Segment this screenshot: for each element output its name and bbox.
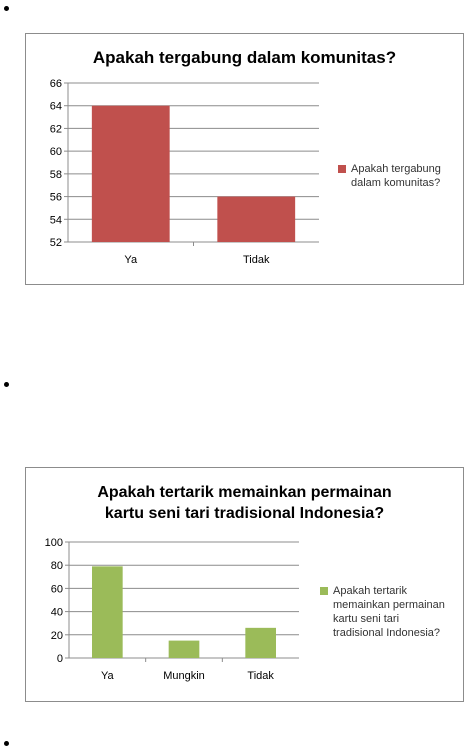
legend-label: Apakah tergabung dalam komunitas? [351, 163, 441, 189]
bullet-2 [4, 382, 9, 387]
y-tick-label: 62 [49, 123, 62, 136]
chart-title: Apakah tergabung dalam komunitas? [92, 48, 397, 67]
chart-title: Apakah tertarik memainkan permainan kartu seni tari tradisional Indonesia? [97, 484, 392, 522]
chart-komunitas [25, 33, 464, 285]
legend [338, 162, 441, 190]
bar-chart-komunitas [26, 34, 463, 284]
legend-swatch [338, 165, 346, 173]
bar-mungkin [169, 641, 200, 658]
y-tick-label: 58 [49, 168, 62, 181]
y-tick-label: 100 [44, 537, 63, 549]
bullet-1 [4, 6, 9, 11]
x-tick-label: Mungkin [163, 670, 205, 682]
y-tick-label: 40 [50, 606, 63, 619]
bar-tidak [245, 628, 276, 658]
bar-tidak [217, 197, 295, 242]
x-tick-label: Ya [124, 254, 138, 266]
legend [320, 584, 445, 640]
legend-label: Apakah tertarik memainkan permainan kartu seni tari tradisional Indonesia? [333, 585, 445, 639]
y-tick-label: 60 [50, 583, 63, 596]
y-tick-label: 80 [50, 560, 63, 573]
y-tick-label: 66 [49, 78, 62, 90]
bar-ya [92, 106, 170, 242]
y-tick-label: 64 [49, 100, 62, 113]
x-tick-label: Ya [101, 670, 114, 682]
bar-ya [92, 566, 123, 658]
y-tick-label: 0 [56, 653, 63, 665]
y-tick-label: 52 [49, 237, 62, 249]
bullet-3 [4, 741, 9, 746]
chart-minat-kartu [25, 467, 464, 702]
y-tick-label: 54 [49, 214, 62, 227]
x-tick-label: Tidak [247, 670, 274, 682]
legend-swatch [320, 587, 328, 595]
y-tick-label: 20 [50, 629, 63, 642]
x-tick-label: Tidak [243, 254, 270, 266]
y-tick-label: 60 [49, 146, 62, 159]
y-tick-label: 56 [49, 191, 62, 204]
